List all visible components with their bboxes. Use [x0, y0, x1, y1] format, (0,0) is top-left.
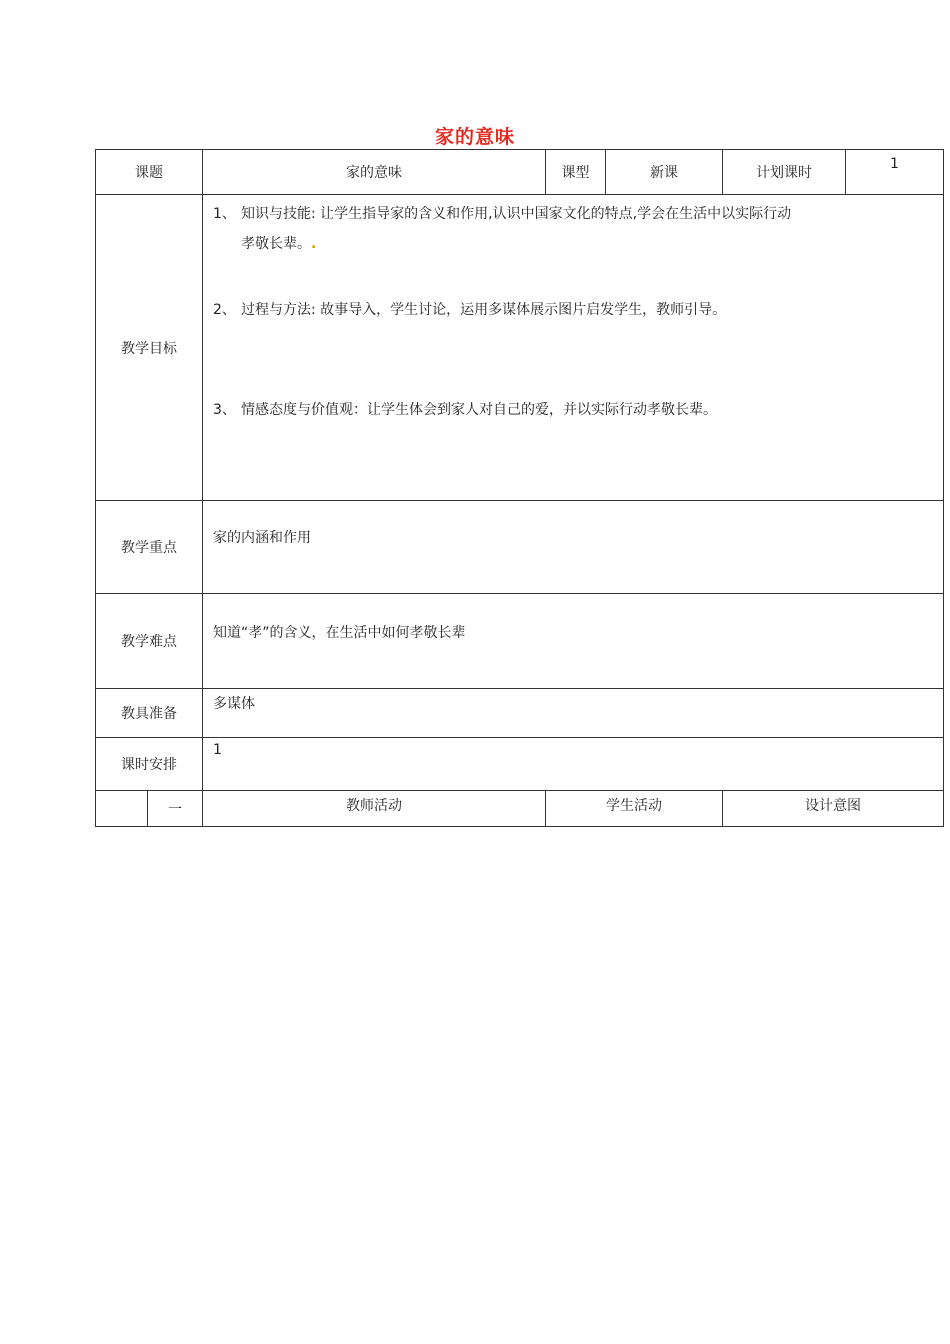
tools-row	[96, 689, 944, 738]
objectives-content	[203, 195, 944, 501]
type-label: 课型	[546, 150, 606, 195]
objective-item-1-continued: 孝敬长辈。.	[241, 236, 317, 252]
topic-value: 家的意味	[203, 150, 546, 195]
objective-item-2: 2、 过程与方法: 故事导入，学生讨论，运用多谋体展示图片启发学生，教师引导。	[213, 302, 727, 318]
tools-value: 多谋体	[203, 689, 944, 738]
key-points-value: 家的内涵和作用	[203, 501, 944, 594]
objectives-label: 教学目标	[96, 195, 203, 501]
hours-label: 计划课时	[723, 150, 846, 195]
objectives-row	[96, 195, 944, 501]
teacher-activity-header: 教师活动	[203, 791, 546, 827]
activity-empty-cell	[96, 791, 148, 827]
hours-value: 1	[846, 150, 944, 195]
schedule-label: 课时安排	[96, 738, 203, 791]
document-title: 家的意味	[434, 126, 515, 148]
difficulties-label: 教学难点	[96, 594, 203, 689]
tools-label: 教具准备	[96, 689, 203, 738]
lesson-plan-table	[95, 149, 944, 827]
activity-header-row	[96, 791, 944, 827]
marker-dot: .	[311, 236, 317, 252]
topic-label: 课题	[96, 150, 203, 195]
objective-item-3: 3、 情感态度与价值观：让学生体会到家人对自己的爱，并以实际行动孝敬长辈。	[213, 402, 717, 418]
activity-step: 一	[148, 791, 203, 827]
type-value: 新课	[606, 150, 723, 195]
student-activity-header: 学生活动	[546, 791, 723, 827]
key-points-label: 教学重点	[96, 501, 203, 594]
schedule-value: 1	[203, 738, 944, 791]
design-intent-header: 设计意图	[723, 791, 944, 827]
objective-item-1: 1、 知识与技能: 让学生指导家的含义和作用,认识中国家文化的特点,学会在生活中以实际行动	[213, 206, 792, 222]
difficulties-value: 知道“孝”的含义，在生活中如何孝敬长辈	[203, 594, 944, 689]
schedule-row	[96, 738, 944, 791]
difficulties-row	[96, 594, 944, 689]
key-points-row	[96, 501, 944, 594]
header-row	[96, 150, 944, 195]
